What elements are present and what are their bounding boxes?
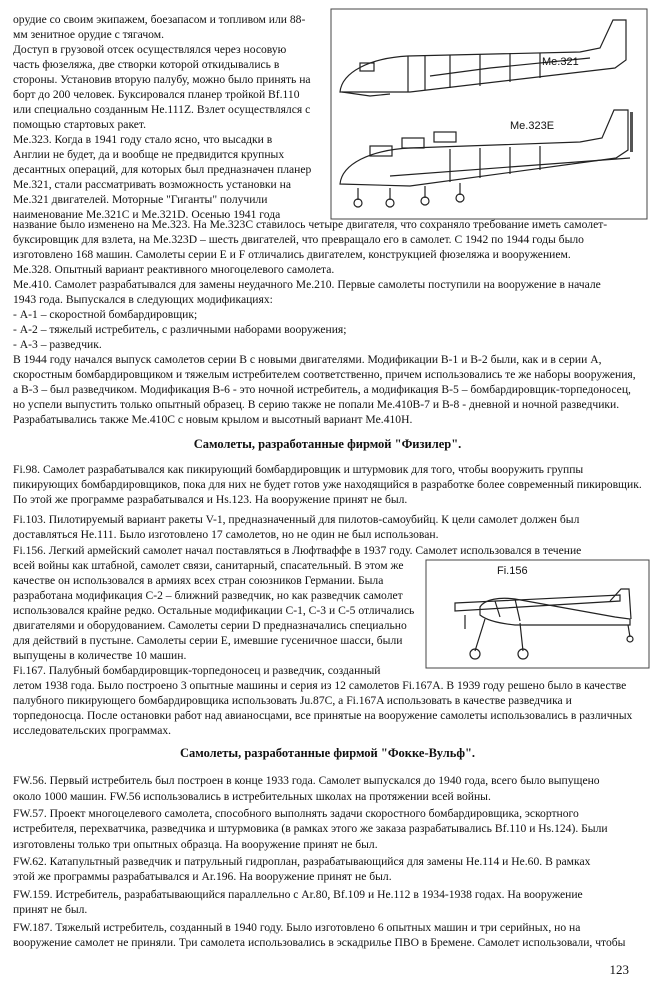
text-line: Me.323. Когда в 1941 году стало ясно, что высадки в bbox=[13, 133, 273, 146]
text-line: десантных операций, для которых был предназначен планер bbox=[13, 163, 312, 176]
fi156-label: Fi.156 bbox=[497, 565, 528, 577]
text-line: По этой же программе разрабатывался и Hs.123. На вооружение принят не был. bbox=[13, 493, 408, 506]
text-line: вооружение самолет не приняли. Три самолета использовались в эскадрилье ПВО в Бремене. Самолет использовали, чтобы bbox=[13, 936, 626, 949]
text-line: В 1944 году начался выпуск самолетов серии B с новыми двигателями. Модификации B-1 и B-2 были, как и в серии A, bbox=[13, 353, 602, 366]
me321-me323-figure bbox=[330, 8, 648, 220]
text-line: использовался крайне редко. Остальные модификации C-1, C-3 и C-5 отличались bbox=[13, 604, 415, 617]
text-line: Разрабатывались также Me.410C с новым крылом и высотный вариант Me.410H. bbox=[13, 413, 413, 426]
text-line: Me.321, стали рассматривать возможность установки на bbox=[13, 178, 292, 191]
me323-label: Me.323E bbox=[510, 120, 555, 132]
fi156-figure bbox=[425, 559, 650, 669]
me321-me323-drawing bbox=[330, 8, 648, 220]
text-line: борт до 200 человек. Буксировался планер тройкой Bf.110 bbox=[13, 88, 300, 101]
text-line: Fi.103. Пилотируемый вариант ракеты V-1, предназначенный для пилотов-самоубийц. К цели самолет должен был bbox=[13, 513, 580, 526]
text-line: этой же программы разрабатывался и Ar.196. На вооружение принят не был. bbox=[13, 870, 392, 883]
text-line: помощью стартовых ракет. bbox=[13, 118, 147, 131]
text-line: наименование Me.321C и Me.321D. Осенью 1941 года bbox=[13, 208, 281, 221]
text-line: качестве он использовался в армиях всех стран союзников Германии. Была bbox=[13, 574, 384, 587]
text-line: Fi.156. Легкий армейский самолет начал поставляться в Люфтваффе в 1937 году. Самолет использовался в течение bbox=[13, 544, 582, 557]
text-line: доставляться He.111. Было изготовлено 17 самолетов, но не один не был использован. bbox=[13, 528, 439, 541]
text-line: торпедоносца. После остановки работ над авианосцами, все принятые на вооружение самолеты использовались в различных bbox=[13, 709, 633, 722]
text-line: всей войны как штабной, самолет связи, санитарный, спасательный. В этом же bbox=[13, 559, 404, 572]
text-line: мм зенитное орудие с тягачом. bbox=[13, 28, 164, 41]
text-line: Me.410. Самолет разрабатывался для замены неудачного Me.210. Первые самолеты поступили на вооружение в начале bbox=[13, 278, 601, 291]
text-line: часть фюзеляжа, две створки которой откидывались в bbox=[13, 58, 280, 71]
text-line: исследовательских программах. bbox=[13, 724, 172, 737]
text-line: изготовлены только три опытных образца. На вооружение принят не был. bbox=[13, 838, 378, 851]
text-line: буксировщик для взлета, на Me.323D – шесть двигателей, что превращало его в самолет. С 1942 по 1944 годы было bbox=[13, 233, 584, 246]
text-line: Me.328. Опытный вариант реактивного многоцелевого самолета. bbox=[13, 263, 335, 276]
text-line: истребителя, перехватчика, разведчика и штурмовика (в рамках этого же заказа разрабатывались Bf.110 и Hs.124). Были bbox=[13, 822, 608, 835]
text-line: двигателями и оборудованием. Самолеты серии D предназначались специально bbox=[13, 619, 407, 632]
text-line: а B-3 – был разведчиком. Модификация B-6 - это ночной истребитель, а модификация B-5 – бомбардировщик-торпедоносец, bbox=[13, 383, 631, 396]
text-line: Англии не будет, да и вообще не предвидится крупных bbox=[13, 148, 285, 161]
text-line: или специально созданным He.111Z. Взлет осуществлялся с bbox=[13, 103, 311, 116]
text-line: принят не был. bbox=[13, 903, 88, 916]
text-line: выпущены в количестве 10 машин. bbox=[13, 649, 187, 662]
text-line: - А-2 – тяжелый истребитель, с различными наборами вооружения; bbox=[13, 323, 347, 336]
text-line: FW.56. Первый истребитель был построен в конце 1933 года. Самолет выпускался до 1940 года, всего было выпущено bbox=[13, 774, 600, 787]
page-number: 123 bbox=[609, 962, 629, 977]
text-line: название было изменено на Me.323. На Me.323C ставилось четыре двигателя, что сохраняло требование иметь самолет- bbox=[13, 218, 608, 231]
text-line: летом 1938 года. Было построено 3 опытные машины и серия из 12 самолетов Fi.167A. В 1939 году решено было в качестве bbox=[13, 679, 627, 692]
text-line: Fi.98. Самолет разрабатывался как пикирующий бомбардировщик и штурмовик для того, чтобы вооружить группы bbox=[13, 463, 584, 476]
heading-focke-wulf: Самолеты, разработанные фирмой "Фокке-Вульф". bbox=[179, 746, 476, 760]
text-line: Fi.167. Палубный бомбардировщик-торпедоносец и разведчик, созданный bbox=[13, 664, 381, 677]
text-line: скоростным бомбардировщиком и тяжелым истребителем соответственно, причем использовались те же наборы вооружения, bbox=[13, 368, 636, 381]
text-line: 1943 года. Выпускался в следующих модификациях: bbox=[13, 293, 273, 306]
text-line: - А-3 – разведчик. bbox=[13, 338, 102, 351]
text-line: стороны. Установив вторую палубу, можно было принять на bbox=[13, 73, 311, 86]
text-line: разработана модификация C-2 – ближний разведчик, но как разведчик самолет bbox=[13, 589, 403, 602]
text-line: FW.57. Проект многоцелевого самолета, способного выполнять задачи скоростного бомбардировщика, эскортного bbox=[13, 807, 579, 820]
text-line: около 1000 машин. FW.56 использовались в истребительных школах на протяжении всей войны. bbox=[13, 790, 491, 803]
text-line: Доступ в грузовой отсек осуществлялся через носовую bbox=[13, 43, 287, 56]
text-line: для действий в пустыне. Самолеты серии E, имевшие гусеничное шасси, были bbox=[13, 634, 403, 647]
heading-fieseler: Самолеты, разработанные фирмой "Физилер". bbox=[193, 437, 462, 451]
text-line: - А-1 – скоростной бомбардировщик; bbox=[13, 308, 198, 321]
text-line: изготовлено 168 машин. Самолеты серии E и F отличались двигателем, конструкцией фюзеляжа и вооружением. bbox=[13, 248, 571, 261]
me321-label: Me.321 bbox=[542, 56, 579, 68]
text-line: FW.187. Тяжелый истребитель, созданный в 1940 году. Было изготовлено 6 опытных машин и три серийных, но на bbox=[13, 921, 581, 934]
text-line: но успели выпустить только опытный образец. В серию также не попали Me.410B-7 и B-8 - дневной и ночной разведчики. bbox=[13, 398, 620, 411]
text-line: Me.321 двигателей. Моторные "Гиганты" получили bbox=[13, 193, 268, 206]
text-line: пикирующих бомбардировщиков, пока для них не будет готов уже находящийся в разработке более современный пикировщик. bbox=[13, 478, 642, 491]
text-line: FW.62. Катапультный разведчик и патрульный гидроплан, разрабатывающийся для замены He.114 и He.60. В рамках bbox=[13, 855, 591, 868]
text-line: палубного пикирующего бомбардировщика использовать Ju.87C, а Fi.167A использовать в качестве разведчика и bbox=[13, 694, 572, 707]
text-line: FW.159. Истребитель, разрабатывающийся параллельно с Ar.80, Bf.109 и He.112 в 1934-1938 годах. На вооружение bbox=[13, 888, 583, 901]
fi156-drawing bbox=[425, 559, 650, 669]
text-line: орудие со своим экипажем, боезапасом и топливом или 88- bbox=[13, 13, 306, 26]
